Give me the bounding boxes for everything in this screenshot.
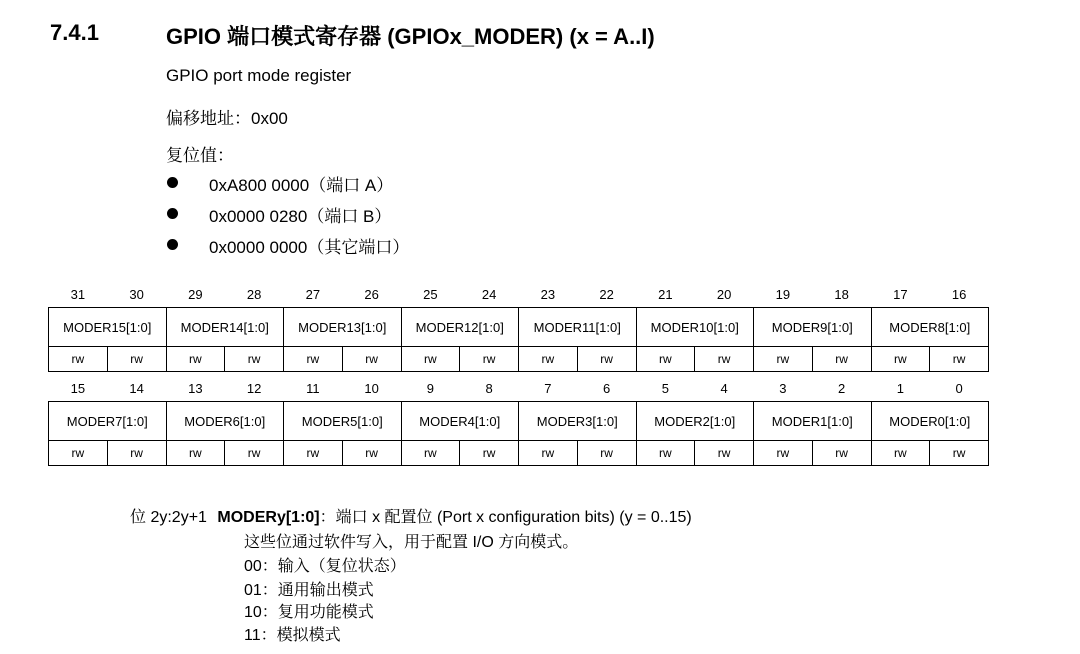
offset-address: 偏移地址：0x00 [166, 109, 288, 128]
mode-label: ：模拟模式 [260, 627, 341, 644]
reset-value-item: 0x0000 0280（端口 B） [209, 207, 392, 226]
access-cell: rw [107, 441, 166, 466]
bullet-icon [167, 177, 178, 188]
bit-number: 8 [485, 381, 493, 396]
bit-number: 13 [188, 381, 203, 396]
access-cell: rw [460, 347, 519, 372]
bit-number: 20 [716, 287, 732, 302]
field-cell: MODER6[1:0] [166, 402, 284, 441]
bit-number: 16 [951, 287, 967, 302]
access-cell: rw [636, 441, 695, 466]
bit-number: 27 [305, 287, 321, 302]
access-cell: rw [166, 441, 225, 466]
access-cell: rw [49, 347, 108, 372]
reset-value-label: 复位值： [166, 146, 234, 165]
field-cell: MODER13[1:0] [284, 308, 402, 347]
access-cell: rw [519, 441, 578, 466]
access-cell: rw [460, 441, 519, 466]
access-cell: rw [871, 441, 930, 466]
bit-number: 2 [838, 381, 846, 396]
access-cell: rw [695, 441, 754, 466]
access-cell: rw [930, 441, 989, 466]
bit-number: 0 [955, 381, 963, 396]
mode-label: ：通用输出模式 [261, 582, 374, 599]
bullet-icon [167, 239, 178, 250]
bit-number: 11 [306, 381, 320, 396]
bit-number: 22 [599, 287, 614, 302]
bit-number: 1 [896, 381, 904, 396]
field-name-row [49, 308, 989, 347]
bit-number: 19 [775, 287, 791, 302]
bit-number: 28 [246, 287, 262, 302]
section-number: 7.4.1 [50, 20, 99, 45]
register-bit-table-lower [48, 376, 989, 466]
field-cell: MODER14[1:0] [166, 308, 284, 347]
access-cell: rw [577, 347, 636, 372]
mode-code: 01 [244, 582, 262, 599]
bit-number: 25 [423, 287, 438, 302]
bit-number: 6 [603, 381, 611, 396]
access-cell: rw [754, 347, 813, 372]
access-cell: rw [695, 347, 754, 372]
access-row [49, 441, 989, 466]
access-cell: rw [401, 441, 460, 466]
field-description: ：端口 x 配置位 (Port x configuration bits) (y = 0..15) [319, 509, 692, 526]
access-cell: rw [636, 347, 695, 372]
access-cell: rw [930, 347, 989, 372]
field-cell: MODER7[1:0] [49, 402, 167, 441]
mode-item [244, 622, 341, 645]
bit-number: 17 [893, 287, 908, 302]
bit-number: 23 [540, 287, 556, 302]
access-cell: rw [401, 347, 460, 372]
access-cell: rw [754, 441, 813, 466]
field-cell: MODER10[1:0] [636, 308, 754, 347]
bit-number-row [49, 376, 989, 402]
access-cell: rw [166, 347, 225, 372]
mode-code: 11 [244, 627, 261, 644]
reset-value-item: 0x0000 0000（其它端口） [209, 238, 410, 257]
access-row [49, 347, 989, 372]
field-cell: MODER2[1:0] [636, 402, 754, 441]
mode-code: 00 [244, 558, 262, 575]
bit-number: 29 [188, 287, 203, 302]
bit-number: 15 [70, 381, 86, 396]
bit-number: 21 [658, 287, 673, 302]
bit-range: 位 2y:2y+1 [130, 509, 207, 526]
mode-label: ：复用功能模式 [261, 604, 374, 621]
field-name-row [49, 402, 989, 441]
access-cell: rw [871, 347, 930, 372]
section-title: GPIO 端口模式寄存器 (GPIOx_MODER) (x = A..I) [166, 24, 655, 49]
field-cell: MODER12[1:0] [401, 308, 519, 347]
description-summary: 这些位通过软件写入，用于配置 I/O 方向模式。 [244, 534, 579, 551]
register-bit-table-upper [48, 282, 989, 372]
bit-number: 24 [481, 287, 497, 302]
field-name: MODERy[1:0] [217, 509, 320, 526]
access-cell: rw [284, 441, 343, 466]
field-cell: MODER3[1:0] [519, 402, 637, 441]
mode-label: ：输入（复位状态） [261, 558, 406, 575]
bit-number: 7 [544, 381, 552, 396]
access-cell: rw [342, 441, 401, 466]
mode-item [244, 599, 374, 622]
bit-number: 18 [834, 287, 849, 302]
bit-number: 9 [426, 381, 434, 396]
bit-number: 31 [70, 287, 86, 302]
access-cell: rw [284, 347, 343, 372]
access-cell: rw [107, 347, 166, 372]
bit-number: 12 [246, 381, 262, 396]
access-cell: rw [812, 441, 871, 466]
mode-code: 10 [244, 604, 262, 621]
access-cell: rw [519, 347, 578, 372]
field-cell: MODER0[1:0] [871, 402, 989, 441]
access-cell: rw [812, 347, 871, 372]
field-cell: MODER8[1:0] [871, 308, 989, 347]
reset-value-item: 0xA800 0000（端口 A） [209, 176, 394, 195]
bit-number: 10 [364, 381, 379, 396]
field-cell: MODER9[1:0] [754, 308, 872, 347]
access-cell: rw [225, 441, 284, 466]
bit-number: 30 [129, 287, 144, 302]
mode-item [244, 553, 406, 576]
bit-number: 26 [364, 287, 379, 302]
bullet-icon [167, 208, 178, 219]
access-cell: rw [342, 347, 401, 372]
register-english-name: GPIO port mode register [166, 66, 352, 85]
field-cell: MODER4[1:0] [401, 402, 519, 441]
access-cell: rw [225, 347, 284, 372]
field-cell: MODER5[1:0] [284, 402, 402, 441]
bit-number: 14 [129, 381, 144, 396]
bit-number: 3 [779, 381, 787, 396]
field-cell: MODER11[1:0] [519, 308, 637, 347]
bit-description-heading [130, 504, 692, 527]
field-cell: MODER1[1:0] [754, 402, 872, 441]
mode-item [244, 577, 374, 600]
bit-number: 5 [661, 381, 669, 396]
bit-number: 4 [720, 381, 728, 396]
access-cell: rw [49, 441, 108, 466]
bit-number-row [49, 282, 989, 308]
field-cell: MODER15[1:0] [49, 308, 167, 347]
access-cell: rw [577, 441, 636, 466]
